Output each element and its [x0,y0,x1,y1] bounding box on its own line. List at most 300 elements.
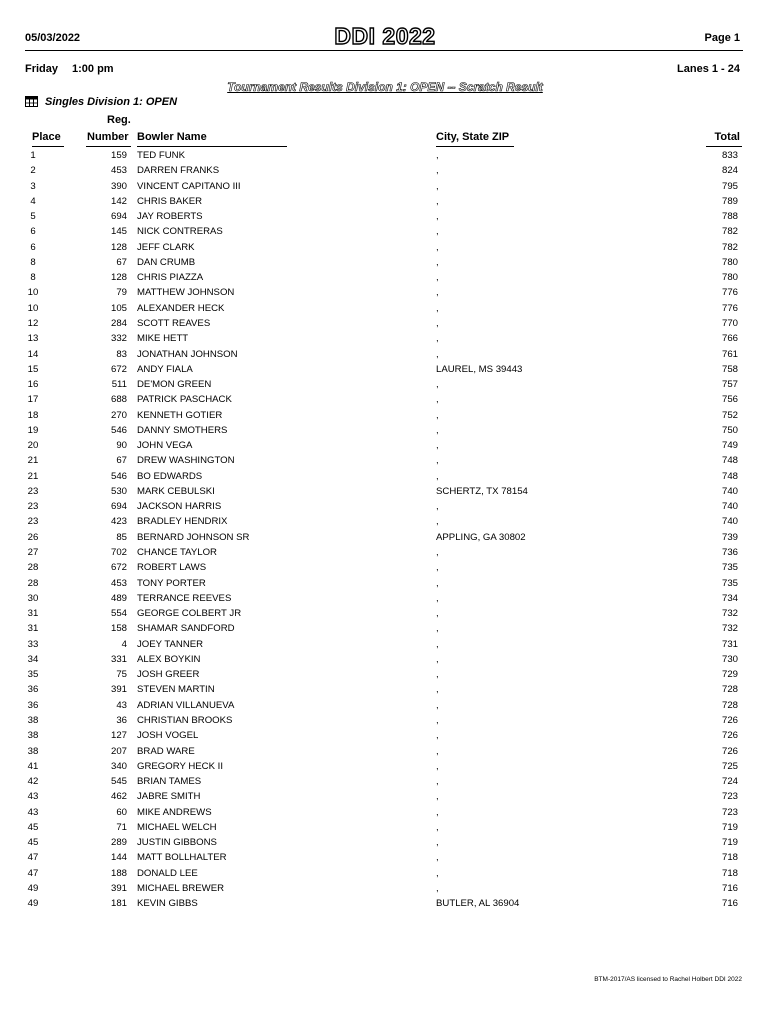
place-cell: 38 [27,730,39,742]
city-cell: , [436,623,439,635]
number-cell: 4 [121,638,127,650]
city-cell: , [436,653,439,665]
number-cell: 546 [110,470,127,482]
place-cell: 23 [27,516,39,528]
page-number: Page 1 [704,32,740,44]
number-cell: 127 [110,730,127,742]
city-cell: , [436,317,439,329]
table-row [0,240,770,255]
number-cell: 702 [110,547,127,559]
bowler-name-cell: SCOTT REAVES [137,317,211,329]
city-cell: , [436,150,439,161]
total-cell: 734 [721,592,738,604]
number-cell: 672 [110,562,127,574]
city-cell: APPLING, GA 30802 [436,531,526,543]
total-cell: 723 [721,791,738,803]
lanes-range: Lanes 1 - 24 [677,63,740,75]
place-cell: 23 [27,485,39,497]
total-cell: 748 [721,455,738,467]
header-underline [137,146,287,147]
total-cell: 833 [721,150,738,161]
total-cell: 756 [721,394,738,406]
bowler-name-cell: JUSTIN GIBBONS [137,837,217,849]
total-cell: 750 [721,424,738,436]
table-row [0,530,770,545]
city-cell: LAUREL, MS 39443 [436,363,523,375]
bowler-name-cell: BERNARD JOHNSON SR [137,531,250,543]
number-cell: 145 [110,226,127,238]
total-cell: 725 [721,760,738,772]
place-cell: 45 [27,821,39,833]
report-title: DDI 2022 [334,23,436,49]
total-cell: 723 [721,806,738,818]
place-cell: 19 [27,424,39,436]
number-cell: 188 [110,867,127,879]
number-cell: 511 [111,379,127,391]
number-cell: 60 [116,806,127,818]
bowler-name-cell: BRAD WARE [137,745,195,757]
table-row [0,728,770,743]
column-header-city: City, State ZIP [436,131,510,143]
place-cell: 10 [27,302,39,314]
total-cell: 716 [721,882,738,894]
total-cell: 766 [721,333,738,345]
number-cell: 489 [110,592,127,604]
place-cell: 42 [27,776,39,788]
number-cell: 71 [116,821,127,833]
number-cell: 159 [110,150,127,161]
total-cell: 728 [721,699,738,711]
place-cell: 47 [27,852,39,864]
place-cell: 16 [27,379,39,391]
number-cell: 158 [110,623,127,635]
total-cell: 740 [721,501,738,513]
bowler-name-cell: DAN CRUMB [137,256,196,268]
total-cell: 718 [721,867,738,879]
bowler-name-cell: TONY PORTER [137,577,206,589]
total-cell: 716 [721,898,738,910]
total-cell: 748 [721,470,738,482]
place-cell: 30 [27,592,39,604]
number-cell: 694 [110,501,127,513]
total-cell: 732 [721,623,738,635]
number-cell: 340 [110,760,127,772]
total-cell: 780 [721,256,738,268]
place-cell: 34 [27,653,39,665]
place-cell: 35 [27,669,39,681]
place-cell: 8 [30,272,36,284]
city-cell: , [436,226,439,238]
bowler-name-cell: MICHAEL BREWER [137,882,225,894]
place-cell: 43 [27,791,39,803]
bowler-name-cell: TERRANCE REEVES [137,592,232,604]
table-row [0,423,770,438]
place-cell: 27 [27,547,39,559]
table-row [0,698,770,713]
number-cell: 67 [116,455,127,467]
place-cell: 20 [27,440,39,452]
number-cell: 79 [116,287,127,299]
table-row [0,606,770,621]
table-row [0,194,770,209]
city-cell: , [436,577,439,589]
report-day: Friday [25,63,59,75]
table-row [0,209,770,224]
bowler-name-cell: ADRIAN VILLANUEVA [137,699,235,711]
table-row [0,744,770,759]
city-cell: , [436,699,439,711]
city-cell: , [436,211,439,223]
bowler-name-cell: BO EDWARDS [137,470,203,482]
table-row [0,682,770,697]
bowler-name-cell: NICK CONTRERAS [137,226,223,238]
bowler-name-cell: SHAMAR SANDFORD [137,623,235,635]
number-cell: 554 [110,608,127,620]
place-cell: 31 [27,608,39,620]
city-cell: , [436,501,439,513]
table-row [0,408,770,423]
city-cell: , [436,714,439,726]
bowler-name-cell: KEVIN GIBBS [137,898,198,910]
city-cell: , [436,730,439,742]
place-cell: 38 [27,745,39,757]
city-cell: , [436,424,439,436]
table-row [0,270,770,285]
bowler-name-cell: DREW WASHINGTON [137,455,235,467]
place-cell: 36 [27,684,39,696]
total-cell: 726 [721,745,738,757]
table-row [0,499,770,514]
bowler-name-cell: MICHAEL WELCH [137,821,217,833]
total-cell: 735 [721,562,738,574]
bowler-name-cell: DONALD LEE [137,867,198,879]
bowler-name-cell: JONATHAN JOHNSON [137,348,238,360]
number-cell: 390 [110,180,127,192]
table-row [0,637,770,652]
table-row [0,805,770,820]
table-row [0,560,770,575]
bowler-name-cell: ALEXANDER HECK [137,302,225,314]
number-cell: 43 [116,699,127,711]
city-cell: , [436,669,439,681]
city-cell: , [436,241,439,253]
total-cell: 789 [721,195,738,207]
place-cell: 45 [27,837,39,849]
place-cell: 18 [27,409,39,421]
place-cell: 33 [27,638,39,650]
total-cell: 732 [721,608,738,620]
total-cell: 724 [721,776,738,788]
city-cell: , [436,470,439,482]
table-row [0,896,770,911]
total-cell: 776 [721,302,738,314]
table-row [0,392,770,407]
column-header-number: Number [87,131,129,143]
number-cell: 83 [116,348,127,360]
bowler-name-cell: MIKE ANDREWS [137,806,212,818]
city-cell: , [436,165,439,177]
place-cell: 8 [30,256,36,268]
total-cell: 726 [721,714,738,726]
city-cell: , [436,195,439,207]
number-cell: 128 [110,272,127,284]
table-row [0,667,770,682]
place-cell: 38 [27,714,39,726]
table-row [0,347,770,362]
city-cell: , [436,302,439,314]
total-cell: 726 [721,730,738,742]
bowler-name-cell: CHRIS PIAZZA [137,272,204,284]
bowler-name-cell: ANDY FIALA [137,363,193,375]
table-row [0,255,770,270]
total-cell: 752 [721,409,738,421]
city-cell: BUTLER, AL 36904 [436,898,520,910]
place-cell: 21 [27,455,39,467]
bowler-name-cell: MARK CEBULSKI [137,485,215,497]
bowler-name-cell: GEORGE COLBERT JR [137,608,242,620]
place-cell: 31 [27,623,39,635]
table-row [0,469,770,484]
total-cell: 758 [721,363,738,375]
total-cell: 729 [721,669,738,681]
number-cell: 270 [110,409,127,421]
place-cell: 28 [27,577,39,589]
total-cell: 730 [721,653,738,665]
city-cell: , [436,852,439,864]
number-cell: 105 [110,302,127,314]
place-cell: 10 [27,287,39,299]
place-cell: 2 [30,165,36,177]
header-underline [86,146,131,147]
city-cell: , [436,776,439,788]
city-cell: , [436,348,439,360]
place-cell: 36 [27,699,39,711]
report-date: 05/03/2022 [25,32,81,44]
scoresheet-icon [25,96,38,107]
city-cell: , [436,745,439,757]
place-cell: 12 [27,317,39,329]
table-row [0,362,770,377]
city-cell: , [436,516,439,528]
table-row [0,179,770,194]
bowler-name-cell: JABRE SMITH [137,791,201,803]
total-cell: 757 [721,379,738,391]
place-cell: 14 [27,348,39,360]
bowler-name-cell: BRADLEY HENDRIX [137,516,228,528]
place-cell: 23 [27,501,39,513]
place-cell: 47 [27,867,39,879]
column-header-total: Total [714,131,740,143]
table-row [0,789,770,804]
header-underline [32,146,64,147]
bowler-name-cell: DE'MON GREEN [137,379,212,391]
table-row [0,453,770,468]
table-row [0,316,770,331]
city-cell: SCHERTZ, TX 78154 [436,485,528,497]
number-cell: 36 [116,714,127,726]
table-row [0,835,770,850]
city-cell: , [436,806,439,818]
table-row [0,576,770,591]
bowler-name-cell: TED FUNK [137,150,185,161]
city-cell: , [436,837,439,849]
table-row [0,377,770,392]
city-cell: , [436,592,439,604]
bowler-name-cell: GREGORY HECK II [137,760,224,772]
total-cell: 788 [721,211,738,223]
city-cell: , [436,638,439,650]
total-cell: 731 [721,638,738,650]
number-cell: 391 [110,882,127,894]
number-cell: 85 [116,531,127,543]
city-cell: , [436,409,439,421]
division-label: Singles Division 1: OPEN [45,96,178,108]
total-cell: 735 [721,577,738,589]
report-time: 1:00 pm [72,63,114,75]
bowler-name-cell: JAY ROBERTS [137,211,203,223]
bowler-name-cell: JOEY TANNER [137,638,204,650]
report-subtitle: Tournament Results Division 1: OPEN -- Scratch Result [227,80,543,94]
column-header-reg: Reg. [107,114,131,126]
city-cell: , [436,333,439,345]
number-cell: 672 [110,363,127,375]
total-cell: 824 [721,165,738,177]
bowler-name-cell: JACKSON HARRIS [137,501,222,513]
bowler-name-cell: MATT BOLLHALTER [137,852,227,864]
city-cell: , [436,287,439,299]
number-cell: 694 [110,211,127,223]
table-row [0,545,770,560]
number-cell: 688 [110,394,127,406]
place-cell: 15 [27,363,39,375]
bowler-name-cell: STEVEN MARTIN [137,684,215,696]
number-cell: 423 [110,516,127,528]
total-cell: 719 [721,837,738,849]
table-row [0,438,770,453]
table-row [0,285,770,300]
table-row [0,224,770,239]
table-row [0,331,770,346]
number-cell: 144 [110,852,127,864]
column-header-name: Bowler Name [137,131,207,143]
bowler-name-cell: ROBERT LAWS [137,562,207,574]
total-cell: 749 [721,440,738,452]
table-row [0,820,770,835]
city-cell: , [436,867,439,879]
total-cell: 782 [721,226,738,238]
number-cell: 75 [116,669,127,681]
table-row [0,301,770,316]
city-cell: , [436,180,439,192]
city-cell: , [436,882,439,894]
total-cell: 761 [721,348,738,360]
table-row [0,713,770,728]
number-cell: 453 [110,165,127,177]
total-cell: 770 [721,317,738,329]
bowler-name-cell: VINCENT CAPITANO III [137,180,241,192]
bowler-name-cell: ALEX BOYKIN [137,653,201,665]
city-cell: , [436,684,439,696]
total-cell: 776 [721,287,738,299]
number-cell: 207 [110,745,127,757]
number-cell: 90 [116,440,127,452]
bowler-name-cell: BRIAN TAMES [137,776,202,788]
table-row [0,484,770,499]
bowler-name-cell: CHRIS BAKER [137,195,203,207]
place-cell: 1 [30,150,36,161]
bowler-name-cell: CHRISTIAN BROOKS [137,714,233,726]
number-cell: 181 [110,898,127,910]
city-cell: , [436,379,439,391]
number-cell: 289 [110,837,127,849]
table-row [0,652,770,667]
bowler-name-cell: KENNETH GOTIER [137,409,223,421]
table-row [0,866,770,881]
table-row [0,591,770,606]
place-cell: 49 [27,882,39,894]
city-cell: , [436,791,439,803]
bowler-name-cell: MATTHEW JOHNSON [137,287,235,299]
table-row [0,881,770,896]
total-cell: 740 [721,516,738,528]
place-cell: 13 [27,333,39,345]
bowler-name-cell: CHANCE TAYLOR [137,547,217,559]
table-row [0,148,770,163]
place-cell: 41 [27,760,39,772]
number-cell: 462 [110,791,127,803]
number-cell: 545 [110,776,127,788]
city-cell: , [436,760,439,772]
bowler-name-cell: JOSH GREER [137,669,200,681]
total-cell: 718 [721,852,738,864]
number-cell: 453 [110,577,127,589]
place-cell: 6 [30,226,36,238]
place-cell: 3 [30,180,36,192]
place-cell: 17 [27,394,39,406]
header-underline [436,146,514,147]
bowler-name-cell: DARREN FRANKS [137,165,220,177]
table-row [0,850,770,865]
total-cell: 780 [721,272,738,284]
table-row [0,514,770,529]
total-cell: 736 [721,547,738,559]
city-cell: , [436,256,439,268]
total-cell: 782 [721,241,738,253]
bowler-name-cell: JOSH VOGEL [137,730,199,742]
place-cell: 5 [30,211,36,223]
place-cell: 4 [30,195,36,207]
number-cell: 332 [110,333,127,345]
bowler-name-cell: MIKE HETT [137,333,189,345]
number-cell: 128 [110,241,127,253]
bowler-name-cell: JOHN VEGA [137,440,193,452]
place-cell: 49 [27,898,39,910]
number-cell: 391 [110,684,127,696]
number-cell: 546 [110,424,127,436]
total-cell: 740 [721,485,738,497]
table-row [0,774,770,789]
license-footer: BTM-2017/AS licensed to Rachel Holbert DDI 2022 [594,976,742,983]
place-cell: 21 [27,470,39,482]
number-cell: 284 [110,317,127,329]
total-cell: 728 [721,684,738,696]
number-cell: 142 [110,195,127,207]
table-row [0,163,770,178]
number-cell: 67 [116,256,127,268]
place-cell: 6 [30,241,36,253]
city-cell: , [436,562,439,574]
place-cell: 43 [27,806,39,818]
